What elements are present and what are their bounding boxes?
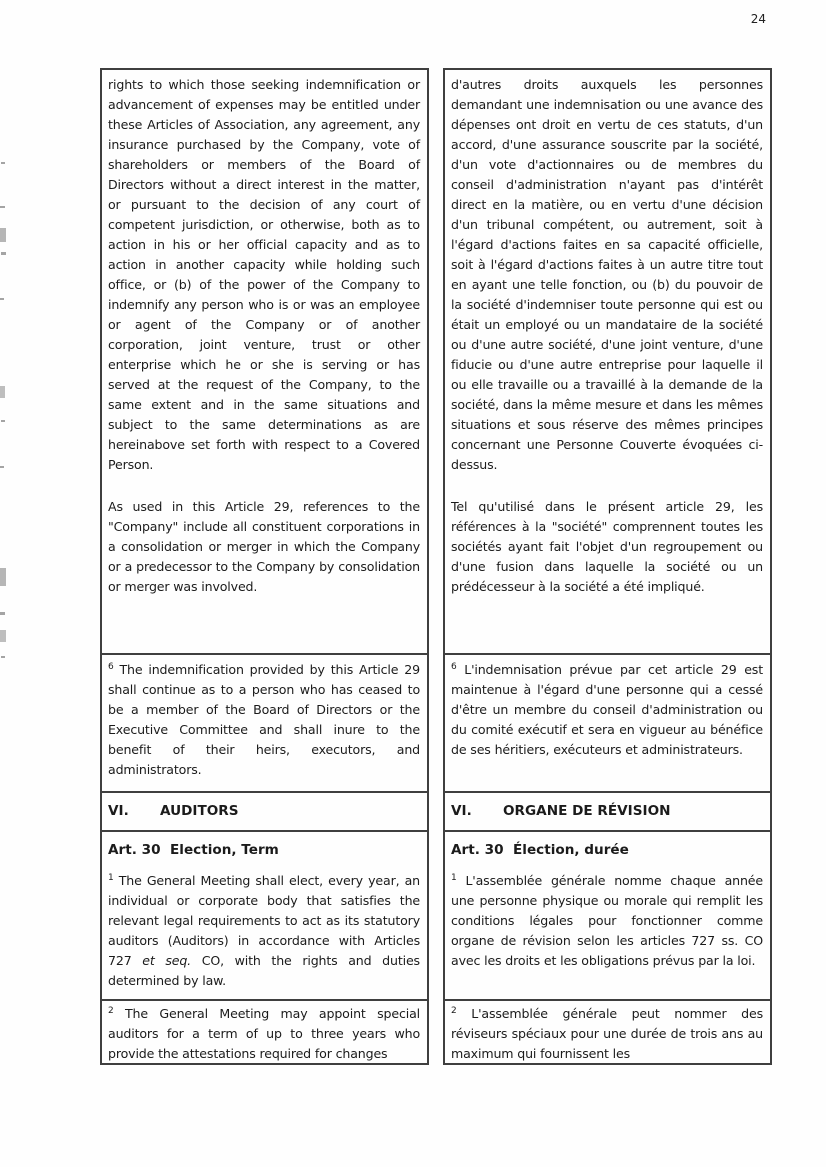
scan-artifact <box>0 612 5 615</box>
paragraph <box>451 660 763 760</box>
footnote-marker: 2 <box>108 1005 114 1016</box>
cell-french-art30-para2 <box>443 999 772 1065</box>
paragraph: rights to which those seeking indemnification or advancement of expenses may be entitled under these Articles of Association, any agreement, any insurance purchased by the Company, vote of shareholders or members of the Board of Directors without a direct interest in the matter, or pursuant to the decision of any court of competent jurisdiction, or otherwise, both as to action in his or her official capacity and as to action in another capacity while holding such office, or (b) of the power of the Company to indemnify any person who is or was an employee or agent of the Company or of another corporation, joint venture, trust or other enterprise which he or she is serving or has served at the request of the Company, to the same extent and in the same situations and subject to the same determinations as are hereinabove set forth with respect to a Covered Person. <box>108 77 420 472</box>
cell-english-art30-para2 <box>100 999 429 1065</box>
paragraph-text: L'indemnisation prévue par cet article 29 est maintenue à l'égard d'une personne qui a cessé d'être un membre du conseil d'administration ou du comité exécutif et sera en vigueur au bénéfice de ses héritiers, exécuteurs et administrateurs. <box>451 662 763 757</box>
cell-english-art30 <box>100 830 429 1001</box>
scan-artifact <box>1 656 5 658</box>
section-number: VI. <box>451 803 472 819</box>
section-number: VI. <box>108 803 129 819</box>
table-row <box>100 830 772 1001</box>
scan-artifact <box>0 386 5 398</box>
scan-artifact <box>0 466 4 468</box>
scan-artifact <box>0 298 4 300</box>
article-number: Art. 30 <box>451 842 504 858</box>
cell-english-art29-continuation <box>100 68 429 655</box>
paragraph-text: The indemnification provided by this Article 29 shall continue as to a person who has ceased to be a member of the Board of Directors or the Executive Committee and shall inure to the benefit of their heirs, executors, and administrators. <box>108 662 420 777</box>
latin-phrase: et seq. <box>142 953 192 968</box>
footnote-marker: 2 <box>451 1005 457 1016</box>
scan-artifact <box>0 206 5 208</box>
article-heading <box>108 840 420 860</box>
scan-artifact <box>0 630 6 642</box>
footnote-marker: 6 <box>451 661 457 672</box>
bilingual-articles-table <box>100 68 772 1065</box>
paragraph: Tel qu'utilisé dans le présent article 29, les références à la "société" comprennent toutes les sociétés ayant fait l'objet d'un regroupement ou d'une fusion dans laquelle la société ou un prédécesseur à la société a été impliqué. <box>451 499 763 594</box>
cell-french-art30 <box>443 830 772 1001</box>
article-title: Election, Term <box>170 842 279 858</box>
paragraph-text: CO, with the rights and duties determined by law. <box>108 953 420 988</box>
paragraph <box>108 871 420 991</box>
paragraph <box>108 1004 420 1064</box>
cell-english-section-heading <box>100 791 429 832</box>
paragraph-text: The General Meeting shall elect, every year, an individual or corporate body that satisfies the relevant legal requirements to act as its statutory auditors (Auditors) in accordance with Articles 727 <box>108 873 420 968</box>
section-title: ORGANE DE RÉVISION <box>503 803 671 819</box>
scan-artifact <box>1 162 5 164</box>
scan-artifact <box>1 420 5 422</box>
footnote-marker: 1 <box>451 872 457 883</box>
cell-french-section-heading <box>443 791 772 832</box>
footnote-marker: 1 <box>108 872 114 883</box>
paragraph-text: L'assemblée générale peut nommer des réviseurs spéciaux pour une durée de trois ans au maximum qui fournissent les <box>451 1006 763 1061</box>
scan-artifact <box>1 252 6 255</box>
footnote-marker: 6 <box>108 661 114 672</box>
table-row <box>100 653 772 793</box>
paragraph-text: L'assemblée générale nomme chaque année une personne physique ou morale qui remplit les conditions légales pour fonctionner comme organe de révision selon les articles 727 ss. CO avec les droits et les obligations prévus par la loi. <box>451 873 763 968</box>
scan-artifact <box>0 228 6 242</box>
scan-artifact <box>0 568 6 586</box>
article-title: Élection, durée <box>513 842 629 858</box>
paragraph-text: The General Meeting may appoint special auditors for a term of up to three years who provide the attestations required for changes <box>108 1006 420 1061</box>
paragraph <box>451 1004 763 1064</box>
table-row <box>100 791 772 832</box>
table-row <box>100 68 772 655</box>
paragraph <box>108 660 420 780</box>
cell-french-art29-para6 <box>443 653 772 793</box>
cell-french-art29-continuation <box>443 68 772 655</box>
page-number: 24 <box>750 12 766 26</box>
paragraph: d'autres droits auxquels les personnes demandant une indemnisation ou une avance des dépenses ont droit en vertu de ces statuts, d'un accord, d'une assurance souscrite par la société, d'un vote d'actionnaires ou de membres du conseil d'administration n'ayant pas d'intérêt direct en la matière, ou en vertu d'une décision d'un tribunal compétent, ou autrement, soit à l'égard d'actions faites en sa capacité officielle, soit à l'égard d'actions faites à un autre titre tout en ayant une telle fonction, ou (b) du pouvoir de la société d'indemniser toute personne qui est ou était un employé ou un mandataire de la société ou d'une autre société, d'une joint venture, d'une fiducie ou d'une autre entreprise pour laquelle il ou elle travaille ou a travaillé à la demande de la société, dans la même mesure et dans les mêmes situations et sous réserve des mêmes principes concernant une Personne Couverte évoquées ci-dessus. <box>451 77 763 472</box>
paragraph <box>451 871 763 971</box>
cell-english-art29-para6 <box>100 653 429 793</box>
paragraph: As used in this Article 29, references to the "Company" include all constituent corporations in a consolidation or merger in which the Company or a predecessor to the Company by consolidation or merger was involved. <box>108 499 420 594</box>
article-number: Art. 30 <box>108 842 161 858</box>
table-row <box>100 999 772 1065</box>
section-title: AUDITORS <box>160 803 239 819</box>
article-heading <box>451 840 763 860</box>
